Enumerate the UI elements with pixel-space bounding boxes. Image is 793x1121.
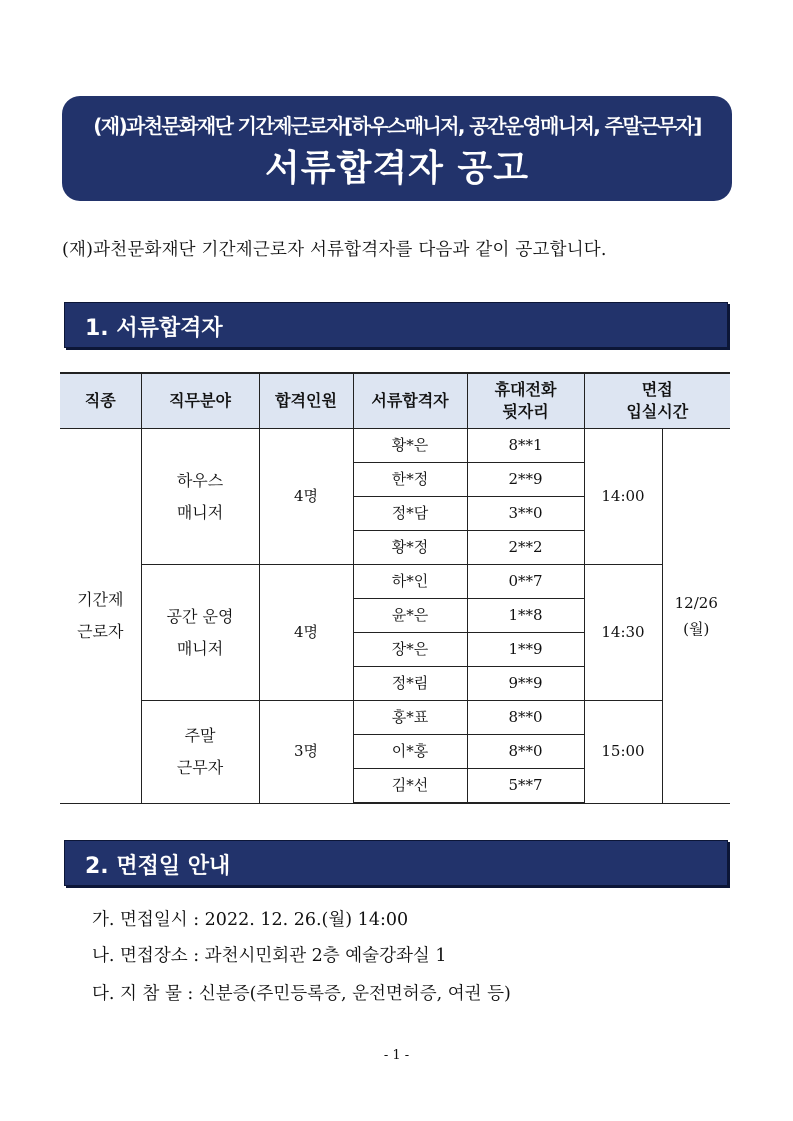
section2-title: 2. 면접일 안내 bbox=[85, 854, 231, 879]
page-number: - 1 - bbox=[383, 1048, 410, 1063]
candidate-name: 이*홍 bbox=[353, 735, 467, 769]
count-cell: 4명 bbox=[259, 429, 353, 565]
candidate-name: 한*정 bbox=[353, 463, 467, 497]
required-items: 다. 지 참 물 : 신분증(주민등록증, 운전면허증, 여권 등) bbox=[92, 984, 511, 1004]
interview-time-cell: 15:00 bbox=[584, 701, 662, 804]
header-field: 직무분야 bbox=[141, 373, 259, 429]
candidate-phone: 1**8 bbox=[467, 599, 584, 633]
header-count: 합격인원 bbox=[259, 373, 353, 429]
interview-location: 나. 면접장소 : 과천시민회관 2층 예술강좌실 1 bbox=[92, 946, 447, 966]
candidate-phone: 9**9 bbox=[467, 667, 584, 701]
candidate-phone: 0**7 bbox=[467, 565, 584, 599]
interview-date-cell: 12/26 (월) bbox=[662, 429, 730, 804]
candidate-name: 황*정 bbox=[353, 531, 467, 565]
header-job-type: 직종 bbox=[60, 373, 141, 429]
field-cell: 공간 운영 매니저 bbox=[141, 565, 259, 701]
table-row bbox=[60, 429, 730, 463]
candidate-phone: 2**9 bbox=[467, 463, 584, 497]
section1-header bbox=[64, 302, 728, 348]
banner-title: 서류합격자 공고 bbox=[265, 148, 529, 189]
candidate-phone: 3**0 bbox=[467, 497, 584, 531]
candidate-name: 장*은 bbox=[353, 633, 467, 667]
field-cell: 주말 근무자 bbox=[141, 701, 259, 804]
header-phone: 휴대전화 뒷자리 bbox=[467, 373, 584, 429]
interview-time-cell: 14:30 bbox=[584, 565, 662, 701]
candidate-phone: 1**9 bbox=[467, 633, 584, 667]
candidate-name: 김*선 bbox=[353, 769, 467, 804]
table-row bbox=[60, 565, 730, 599]
candidate-phone: 8**0 bbox=[467, 701, 584, 735]
header-interview-time: 면접 입실시간 bbox=[584, 373, 730, 429]
candidate-name: 윤*은 bbox=[353, 599, 467, 633]
count-cell: 4명 bbox=[259, 565, 353, 701]
candidate-phone: 8**0 bbox=[467, 735, 584, 769]
candidate-name: 하*인 bbox=[353, 565, 467, 599]
section2-header bbox=[64, 840, 728, 886]
candidate-name: 홍*표 bbox=[353, 701, 467, 735]
interview-time-cell: 14:00 bbox=[584, 429, 662, 565]
section1-title: 1. 서류합격자 bbox=[85, 316, 223, 341]
table-header-row bbox=[60, 373, 730, 429]
count-cell: 3명 bbox=[259, 701, 353, 804]
candidate-name: 황*은 bbox=[353, 429, 467, 463]
results-table bbox=[60, 372, 730, 804]
title-banner bbox=[62, 96, 732, 201]
intro-text: (재)과천문화재단 기간제근로자 서류합격자를 다음과 같이 공고합니다. bbox=[62, 240, 607, 260]
candidate-name: 정*림 bbox=[353, 667, 467, 701]
table-row bbox=[60, 701, 730, 735]
field-cell: 하우스 매니저 bbox=[141, 429, 259, 565]
candidate-phone: 8**1 bbox=[467, 429, 584, 463]
candidate-phone: 5**7 bbox=[467, 769, 584, 804]
candidate-phone: 2**2 bbox=[467, 531, 584, 565]
candidate-name: 정*담 bbox=[353, 497, 467, 531]
interview-datetime: 가. 면접일시 : 2022. 12. 26.(월) 14:00 bbox=[92, 910, 409, 930]
job-type-cell: 기간제 근로자 bbox=[60, 429, 141, 804]
banner-subtitle: (재)과천문화재단 기간제근로자[하우스매니저, 공간운영매니저, 주말근무자] bbox=[93, 114, 701, 138]
header-candidate: 서류합격자 bbox=[353, 373, 467, 429]
